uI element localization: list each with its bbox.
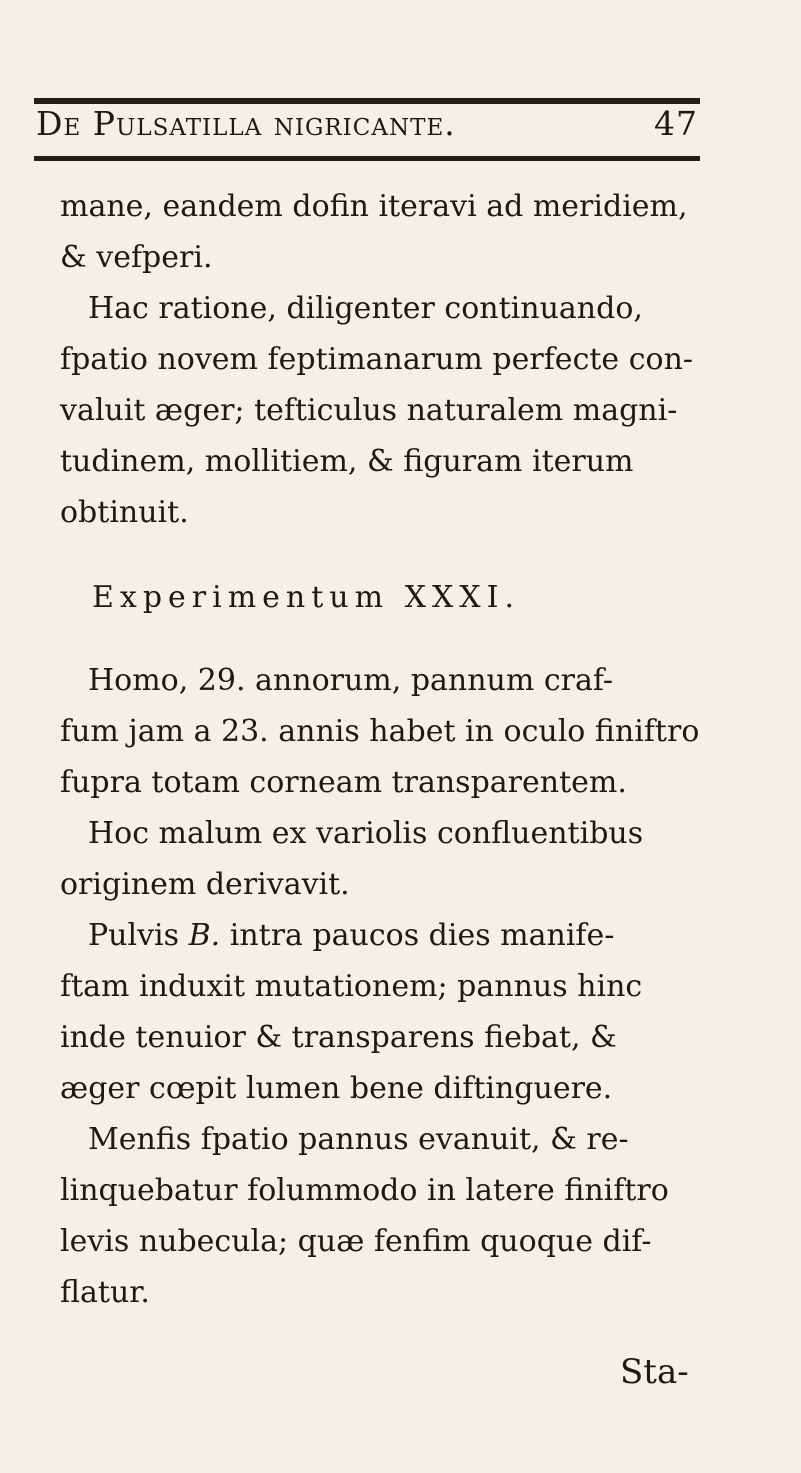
text-line: Hoc malum ex variolis confluentibus (88, 816, 644, 851)
text-line: inde tenuior & transparens fiebat, & (60, 1020, 617, 1055)
section-heading: Experimentum XXXI. (92, 580, 521, 615)
running-title: De Pulsatilla nigricante. (36, 104, 456, 143)
text-line (88, 914, 614, 958)
running-header (36, 104, 700, 156)
text-line: fpatio novem feptimanarum perfecte con- (60, 342, 694, 377)
text-line: levis nubecula; quæ fenfim quoque dif- (60, 1224, 652, 1259)
text-line: tudinem, mollitiem, & figuram iterum (60, 444, 634, 479)
text-line: Hac ratione, diligenter continuando, (88, 291, 643, 326)
header-bottom-rule (34, 156, 700, 161)
text-line: mane, eandem dofin iteravi ad meridiem, (60, 189, 688, 224)
text-line: valuit æger; tefticulus naturalem magni- (60, 393, 678, 428)
text-line: æger cœpit lumen bene diftinguere. (60, 1071, 613, 1106)
text-span: intra paucos dies manife- (229, 918, 615, 953)
text-span: Pulvis (88, 918, 180, 953)
text-line: Homo, 29. annorum, pannum craf- (88, 663, 614, 698)
italic-letter: B. (188, 918, 221, 953)
text-line: originem derivavit. (60, 867, 350, 902)
text-line: fupra totam corneam transparentem. (60, 765, 627, 800)
text-line: & vefperi. (60, 240, 213, 275)
text-line: fum jam a 23. annis habet in oculo finiftro (60, 714, 700, 749)
catchword: Sta- (620, 1352, 689, 1392)
text-line: Menfis fpatio pannus evanuit, & re- (88, 1122, 629, 1157)
text-line: linquebatur folummodo in latere finiftro (60, 1173, 669, 1208)
text-line: ftam induxit mutationem; pannus hinc (60, 969, 643, 1004)
text-line: obtinuit. (60, 495, 189, 530)
text-line: flatur. (60, 1275, 150, 1310)
page-number: 47 (654, 104, 698, 143)
